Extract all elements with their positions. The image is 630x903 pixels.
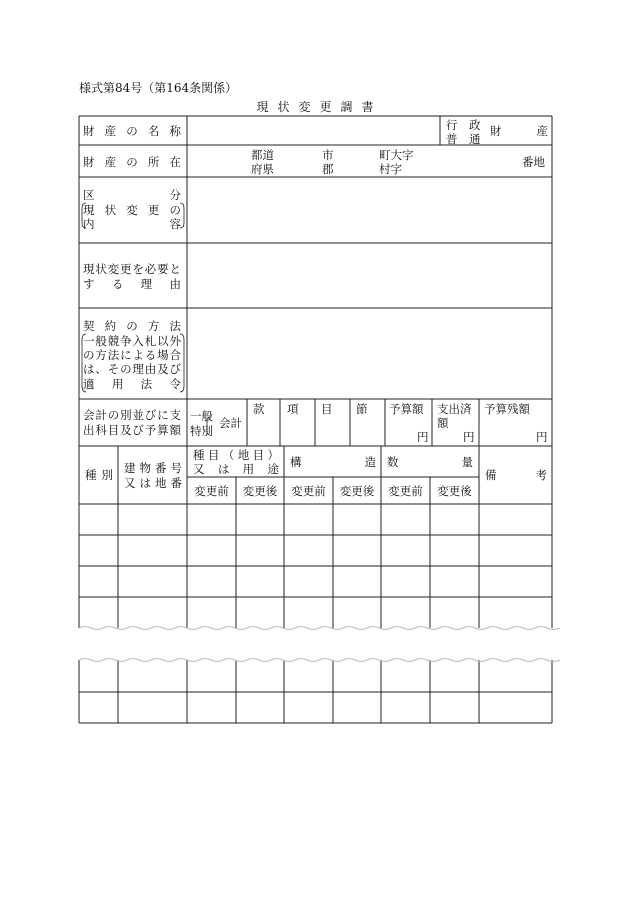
kou-label: 項: [287, 402, 299, 416]
contract-method-label: 契約の方法: [83, 319, 181, 333]
category-label: 区分: [83, 188, 181, 202]
col-quantity-header: 数量: [387, 455, 473, 469]
property-location-label: 財産の所在: [83, 155, 181, 169]
spent-yen: 円: [463, 430, 475, 444]
kind-admin-label: 行 政: [446, 118, 481, 132]
structure-before-header: 変更前: [291, 484, 326, 498]
remaining-yen: 円: [536, 430, 548, 444]
property-name-label: 財産の名称: [83, 124, 181, 138]
city-label: 市: [322, 148, 334, 162]
col-remarks-header: 備考: [485, 468, 547, 482]
category-after-header: 変更後: [242, 484, 278, 498]
form-title: 現状変更調書: [256, 100, 383, 114]
special-account-label: 特別: [190, 424, 213, 438]
contract-line3: の方法による場合: [83, 348, 181, 362]
prefecture-bottom: 府県: [251, 162, 274, 176]
town-label: 町大字: [379, 148, 414, 162]
kind-general-label: 普 通: [446, 132, 481, 146]
kan-label: 款: [253, 402, 265, 416]
kaikei-label: 会計: [219, 416, 242, 430]
content-label: 内容: [83, 217, 181, 231]
quantity-after-header: 変更後: [437, 484, 472, 498]
category-before-header: 変更前: [194, 484, 229, 498]
break-wave: [79, 627, 560, 662]
spent-label-line2: 額: [437, 416, 449, 430]
contract-line5: 適用法令: [83, 377, 181, 391]
setsu-label: 節: [356, 402, 368, 416]
moku-label: 目: [321, 402, 333, 416]
contract-line4: は、その理由及び: [83, 362, 181, 376]
banchi-label: 番地: [522, 155, 545, 169]
structure-after-header: 変更後: [339, 484, 375, 498]
contract-line2: 一般競争入札以外: [83, 334, 181, 348]
general-account-label: 一般: [190, 409, 213, 423]
form-caption: 様式第84号（第164条関係）: [79, 81, 238, 95]
col-kind-header: 種別: [85, 468, 113, 482]
remaining-label: 予算残額: [484, 402, 530, 416]
account-label-line2: 出科目及び予算額: [83, 423, 181, 437]
reason-label-line1: 現状変更を必要と: [83, 262, 181, 276]
prefecture-top: 都道: [251, 148, 274, 162]
col-structure-header: 構造: [290, 455, 376, 469]
village-label: 村字: [379, 162, 402, 176]
col-category-header-line1: 種目（地目）: [193, 448, 279, 462]
col-category-header-line2: 又は用途: [193, 462, 279, 476]
budget-yen: 円: [417, 430, 429, 444]
account-label-line1: 会計の別並びに支: [83, 408, 181, 422]
quantity-before-header: 変更前: [388, 484, 423, 498]
col-number-header-line2: 又は地番: [124, 476, 182, 490]
kind-property-label: 財 産: [490, 124, 548, 138]
spent-label-line1: 支出済: [437, 402, 472, 416]
budget-label: 予算額: [389, 402, 424, 416]
status-change-label: 現状変更の: [83, 203, 181, 217]
county-label: 郡: [322, 162, 334, 176]
col-number-header-line1: 建物番号: [124, 461, 182, 475]
reason-label-line2: する理由: [83, 277, 181, 291]
